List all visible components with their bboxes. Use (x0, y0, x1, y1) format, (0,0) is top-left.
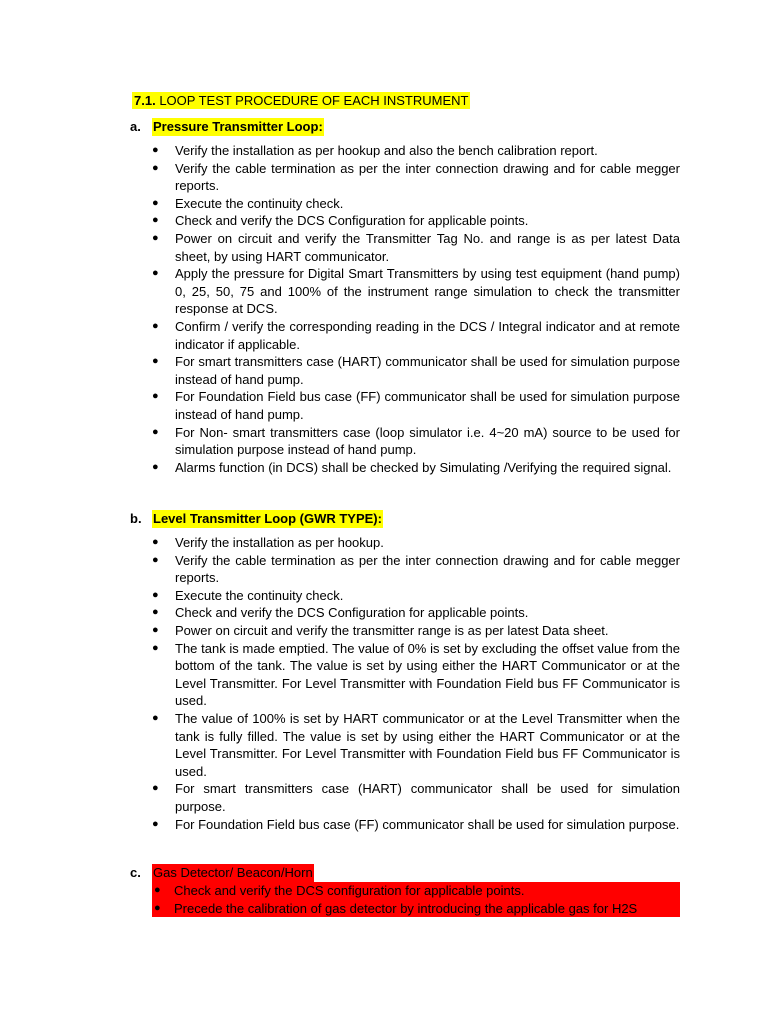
list-item-text: Execute the continuity check. (175, 195, 344, 211)
list-item-text: Power on circuit and verify the transmitter range is as per latest Data sheet. (175, 622, 609, 638)
bullet-icon: ● (152, 267, 159, 280)
bullet-icon: ● (152, 536, 159, 548)
list-item-text: Verify the cable termination as per the inter connection drawing and for cable megger reports. (175, 552, 680, 586)
bullet-list (130, 882, 680, 917)
list-item-text: The value of 100% is set by HART communicator or at the Level Transmitter when the tank is fully filled. The value is set by using either the HART Communicator or at the Level Transmitter. For Level Transmitter with Foundation Field bus FF Communicator is used. (175, 710, 680, 779)
heading-number: 7.1. (134, 93, 156, 108)
list-item (130, 142, 680, 160)
list-item (130, 710, 680, 780)
list-item-text: For Foundation Field bus case (FF) communicator shall be used for simulation purpose. (175, 816, 680, 832)
bullet-icon: ● (152, 144, 159, 156)
bullet-icon: ● (152, 817, 159, 830)
bullet-list (130, 534, 680, 833)
section-title-text: Pressure Transmitter Loop: (153, 119, 323, 134)
bullet-icon: ● (152, 641, 159, 654)
bullet-icon: ● (152, 623, 159, 636)
bullet-icon: ● (154, 884, 161, 896)
list-item (130, 388, 680, 423)
list-item-text: Check and verify the DCS Configuration for applicable points. (175, 605, 529, 621)
list-item (130, 640, 680, 710)
list-item-text: Power on circuit and verify the Transmitter Tag No. and range is as per latest Data sheet, by using HART communicator. (175, 230, 680, 264)
bullet-icon: ● (152, 782, 159, 795)
list-item-text: Confirm / verify the corresponding reading in the DCS / Integral indicator and at remote indicator if applicable. (175, 318, 680, 352)
list-item (130, 587, 680, 605)
list-item-text: Verify the cable termination as per the inter connection drawing and for cable megger reports. (175, 160, 680, 194)
bullet-icon: ● (152, 606, 159, 619)
list-item (130, 780, 680, 815)
bullet-icon: ● (152, 355, 159, 368)
section-letter: a. (130, 119, 141, 134)
bullet-icon: ● (152, 196, 159, 209)
bullet-icon: ● (152, 319, 159, 332)
list-item-text: Verify the installation as per hookup and also the bench calibration report. (175, 143, 598, 158)
bullet-icon: ● (152, 711, 159, 724)
list-item-text: Execute the continuity check. (175, 587, 344, 603)
section-level-transmitter (130, 510, 680, 833)
list-item (152, 900, 680, 918)
bullet-icon: ● (152, 553, 159, 566)
section-title (130, 510, 680, 528)
bullet-icon: ● (152, 460, 159, 473)
bullet-icon: ● (152, 231, 159, 244)
list-item (130, 534, 680, 552)
bullet-icon: ● (152, 390, 159, 403)
section-title-text: Level Transmitter Loop (GWR TYPE): (153, 511, 382, 526)
list-item-text: For Foundation Field bus case (FF) communicator shall be used for simulation purpose instead of hand pump. (175, 389, 680, 422)
bullet-icon: ● (152, 588, 159, 601)
bullet-icon: ● (154, 901, 161, 914)
list-item-text: Alarms function (in DCS) shall be checked by Simulating /Verifying the required signal. (175, 459, 672, 475)
list-item-text: For smart transmitters case (HART) communicator shall be used for simulation purpose instead of hand pump. (175, 354, 680, 387)
section-gas-detector (130, 864, 680, 917)
list-item (130, 212, 680, 230)
bullet-icon: ● (152, 425, 159, 438)
list-item (130, 604, 680, 622)
section-heading (132, 92, 470, 109)
list-item (130, 459, 680, 477)
list-item-text: Verify the installation as per hookup. (175, 535, 384, 550)
list-item-text: Apply the pressure for Digital Smart Transmitters by using test equipment (hand pump) 0, 25, 50, 75 and 100% of the instrument range simulation to check the transmitter response at DCS. (175, 266, 680, 317)
list-item (152, 882, 680, 900)
list-item-text: For smart transmitters case (HART) communicator shall be used for simulation purpose. (175, 781, 680, 814)
list-item-text: For Non- smart transmitters case (loop simulator i.e. 4~20 mA) source to be used for simulation purpose instead of hand pump. (175, 424, 680, 458)
list-item (130, 265, 680, 318)
list-item (130, 622, 680, 640)
list-item (130, 353, 680, 388)
list-item (130, 424, 680, 459)
list-item (130, 230, 680, 265)
list-item-text: Check and verify the DCS Configuration for applicable points. (175, 213, 529, 229)
bullet-icon: ● (152, 214, 159, 227)
list-item (130, 552, 680, 587)
section-title (130, 118, 680, 136)
section-letter: b. (130, 511, 142, 526)
list-item-text: Precede the calibration of gas detector by introducing the applicable gas for H2S (174, 900, 638, 916)
list-item-text: The tank is made emptied. The value of 0% is set by excluding the offset value from the bottom of the tank. The value is set by using either the HART Communicator or at the Level Transmitter. For Level Transmitter with Foundation Field bus FF Communicator is used. (175, 640, 680, 709)
section-pressure-transmitter (130, 118, 680, 476)
section-letter: c. (130, 865, 141, 880)
section-title (130, 864, 680, 882)
bullet-list (130, 142, 680, 476)
heading-title: LOOP TEST PROCEDURE OF EACH INSTRUMENT (159, 93, 469, 108)
list-item (130, 816, 680, 834)
bullet-icon: ● (152, 161, 159, 174)
list-item (130, 195, 680, 213)
list-item (130, 318, 680, 353)
list-item (130, 160, 680, 195)
list-item-text: Check and verify the DCS configuration for applicable points. (174, 883, 525, 898)
section-title-text: Gas Detector/ Beacon/Horn (153, 865, 313, 880)
